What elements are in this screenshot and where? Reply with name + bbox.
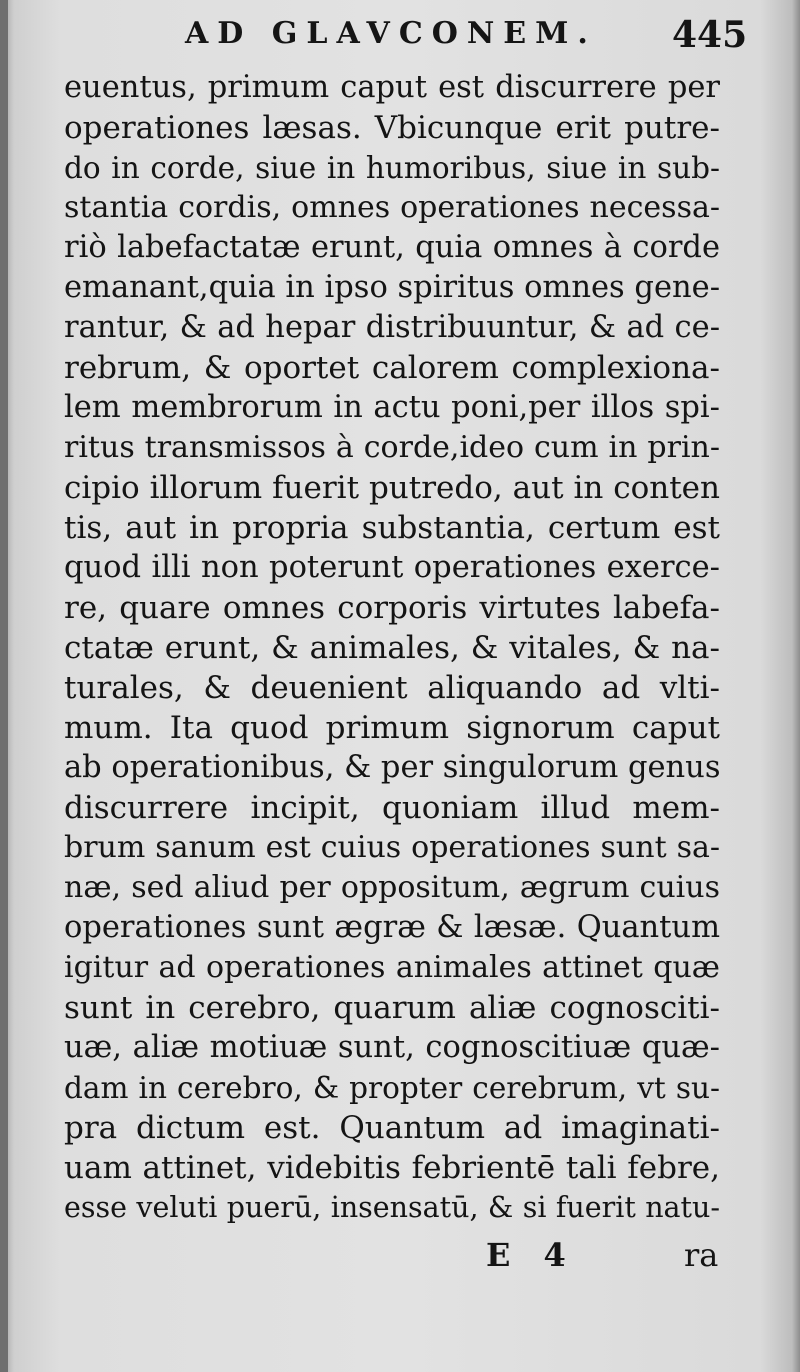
text-line: operationes læsas. Vbicunque erit putre-: [64, 110, 720, 146]
text-line: tis, aut in propria substantia, certum est: [64, 510, 720, 546]
text-line: uæ, aliæ motiuæ sunt, cognoscitiuæ quæ-: [64, 1030, 720, 1065]
page-number: 445: [672, 14, 748, 56]
text-line: riò labefactatæ erunt, quia omnes à corde: [64, 230, 720, 265]
text-line: brum sanum est cuius operationes sunt sa-: [64, 830, 720, 865]
text-line: stantia cordis, omnes operationes necessa-: [64, 190, 720, 225]
text-line: rebrum, & oportet calorem complexiona-: [64, 350, 720, 386]
text-line: sunt in cerebro, quarum aliæ cognosciti-: [64, 990, 720, 1026]
text-line: ctatæ erunt, & animales, & vitales, & na-: [64, 630, 720, 666]
text-line: igitur ad operationes animales attinet quæ: [64, 950, 720, 985]
signature-mark: E 4: [486, 1236, 566, 1274]
text-line: lem membrorum in actu poni,per illos spi-: [64, 390, 720, 425]
catchword: ra: [684, 1236, 719, 1274]
text-line: ab operationibus, & per singulorum genus: [64, 750, 720, 785]
text-line: ritus transmissos à corde,ideo cum in prin-: [64, 430, 720, 465]
text-line: rantur, & ad hepar distribuuntur, & ad ce-: [64, 310, 720, 345]
text-line: discurrere incipit, quoniam illud mem-: [64, 790, 720, 826]
text-line: quod illi non poterunt operationes exerce-: [64, 550, 720, 585]
text-line: do in corde, siue in humoribus, siue in sub-: [64, 151, 720, 185]
running-title: AD GLAVCONEM.: [185, 16, 597, 51]
text-line: euentus, primum caput est discurrere per: [64, 70, 720, 105]
body-text: [64, 68, 720, 1228]
text-line: re, quare omnes corporis virtutes labefa-: [64, 590, 720, 626]
text-line: næ, sed aliud per oppositum, ægrum cuius: [64, 870, 720, 905]
text-line: operationes sunt ægræ & læsæ. Quantum: [64, 910, 720, 945]
text-line: esse veluti puerū, insensatū, & si fuerit natu-: [64, 1191, 720, 1224]
text-line: emanant,quia in ipso spiritus omnes gene-: [64, 270, 720, 305]
text-line: cipio illorum fuerit putredo, aut in conten: [64, 470, 720, 506]
text-line: dam in cerebro, & propter cerebrum, vt su-: [64, 1071, 720, 1105]
text-line: pra dictum est. Quantum ad imaginati-: [64, 1110, 720, 1146]
text-line: turales, & deuenient aliquando ad vlti-: [64, 670, 720, 706]
text-line: mum. Ita quod primum signorum caput: [64, 710, 720, 746]
text-line: uam attinet, videbitis febrientē tali febre,: [64, 1150, 720, 1186]
gutter-shadow: [0, 0, 8, 1372]
